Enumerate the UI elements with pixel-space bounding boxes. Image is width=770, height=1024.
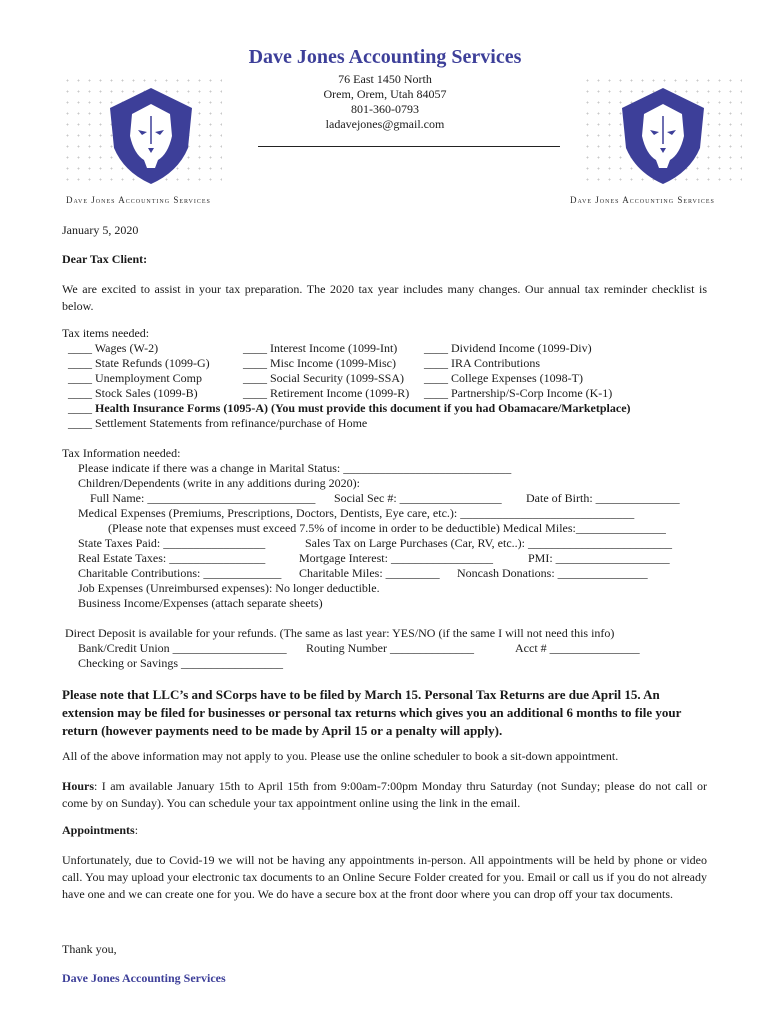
tax-info-heading: Tax Information needed: [62,446,181,460]
header-rule [258,146,560,147]
phone-number: 801-360-0793 [351,102,419,116]
checklist-item: ____ IRA Contributions [424,356,541,370]
intro-paragraph: We are excited to assist in your tax preparation. The 2020 tax year includes many changes. Our annual tax reminder checklist is below. [62,282,707,313]
company-title: Dave Jones Accounting Services [248,46,522,68]
brand-caption-left: Dave Jones Accounting Services [66,195,211,205]
job-expenses-line: Job Expenses (Unreimbursed expenses): No longer deductible. [78,581,380,595]
routing-field: Routing Number ______________ [306,641,474,655]
covid-paragraph: Unfortunately, due to Covid-19 we will not be having any appointments in-person. All appointments will be held by phone or video call. You may upload your electronic tax documents to an Online Secure Folder created for you. Email or call us if you do not already have one and we can create one for you. We do have a secure box at the front door where you can drop off your tax documents. [62,853,707,901]
email-address: ladavejones@gmail.com [325,117,445,131]
brand-caption-right: Dave Jones Accounting Services [570,195,715,205]
checklist-item: ____ Social Security (1099-SSA) [243,371,404,385]
hours-paragraph [62,778,707,812]
checklist-item: ____ Stock Sales (1099-B) [68,386,198,400]
social-sec-field: Social Sec #: _________________ [334,491,502,505]
checklist-item: ____ Partnership/S-Corp Income (K-1) [424,386,613,400]
greeting: Dear Tax Client: [62,252,148,266]
lion-logo-icon [108,86,194,186]
address-line-2: Orem, Orem, Utah 84057 [323,87,447,101]
checklist-item: ____ Interest Income (1099-Int) [243,341,398,355]
checklist-item: ____ State Refunds (1099-G) [68,356,210,370]
full-name-field: Full Name: ____________________________ [90,491,316,505]
bank-field: Bank/Credit Union ___________________ [78,641,287,655]
direct-deposit-line: Direct Deposit is available for your refunds. (The same as last year: YES/NO (if the same I will not need this info) [65,626,615,640]
health-insurance-blank: ____ [68,401,95,415]
appointments-label: Appointments [62,823,135,837]
charitable-contrib-field: Charitable Contributions: _____________ [78,566,282,580]
letter-date: January 5, 2020 [62,223,139,237]
pmi-field: PMI: ___________________ [528,551,670,565]
health-insurance-label: Health Insurance Forms (1095-A) (You must provide this document if you had Obamacare/Marketplace) [95,401,631,415]
business-income-line: Business Income/Expenses (attach separate sheets) [78,596,323,610]
checklist-item: ____ Retirement Income (1099-R) [243,386,410,400]
children-line: Children/Dependents (write in any additions during 2020): [78,476,360,490]
checklist-item: ____ Misc Income (1099-Misc) [243,356,396,370]
appointments-heading [62,823,138,838]
charitable-miles-field: Charitable Miles: _________ [299,566,440,580]
mortgage-field: Mortgage Interest: _________________ [299,551,493,565]
checklist-item: ____ Wages (W-2) [68,341,159,355]
appointments-colon: : [134,823,139,837]
state-taxes-field: State Taxes Paid: _________________ [78,536,266,550]
noncash-field: Noncash Donations: _______________ [457,566,648,580]
hours-text: : I am available January 15th to April 15th from 9:00am-7:00pm Monday thru Saturday (not Sunday; please do not call or come by on Sunday). You can schedule your tax appointment online using the link in the email. [62,779,707,810]
account-field: Acct # _______________ [515,641,640,655]
tax-items-heading: Tax items needed: [62,326,150,340]
signature: Dave Jones Accounting Services [62,971,226,985]
marital-status-line: Please indicate if there was a change in Marital Status: ____________________________ [78,461,512,475]
real-estate-field: Real Estate Taxes: ________________ [78,551,266,565]
checklist-item: ____ College Expenses (1098-T) [424,371,583,385]
address-line-1: 76 East 1450 North [338,72,432,86]
tax-items-checklist [68,341,718,403]
not-apply-paragraph: All of the above information may not apply to you. Please use the online scheduler to book a sit-down appointment. [62,749,619,763]
medical-expenses-line: Medical Expenses (Premiums, Prescriptions, Doctors, Dentists, Eye care, etc.): _____________________________ [78,506,635,520]
checklist-item: ____ Unemployment Comp [68,371,202,385]
checklist-item: ____ Dividend Income (1099-Div) [424,341,592,355]
filing-deadline-notice: Please note that LLC’s and SCorps have to be filed by March 15. Personal Tax Returns are due April 15. An extension may be filed for businesses or personal tax returns which gives you an additional 6 months to file your return (however payments need to be made by April 15 or a penalty will apply). [62,687,682,738]
health-insurance-item [68,401,631,416]
closing-thanks: Thank you, [62,942,117,956]
medical-note-line: (Please note that expenses must exceed 7.5% of income in order to be deductible) Medical Miles:_______________ [108,521,666,535]
settlement-item: ____ Settlement Statements from refinance/purchase of Home [68,416,368,430]
checking-savings-field: Checking or Savings _________________ [78,656,283,670]
hours-label: Hours [62,779,95,793]
sales-tax-field: Sales Tax on Large Purchases (Car, RV, etc..): ________________________ [305,536,673,550]
date-of-birth-field: Date of Birth: ______________ [526,491,680,505]
lion-logo-icon-right [620,86,706,186]
